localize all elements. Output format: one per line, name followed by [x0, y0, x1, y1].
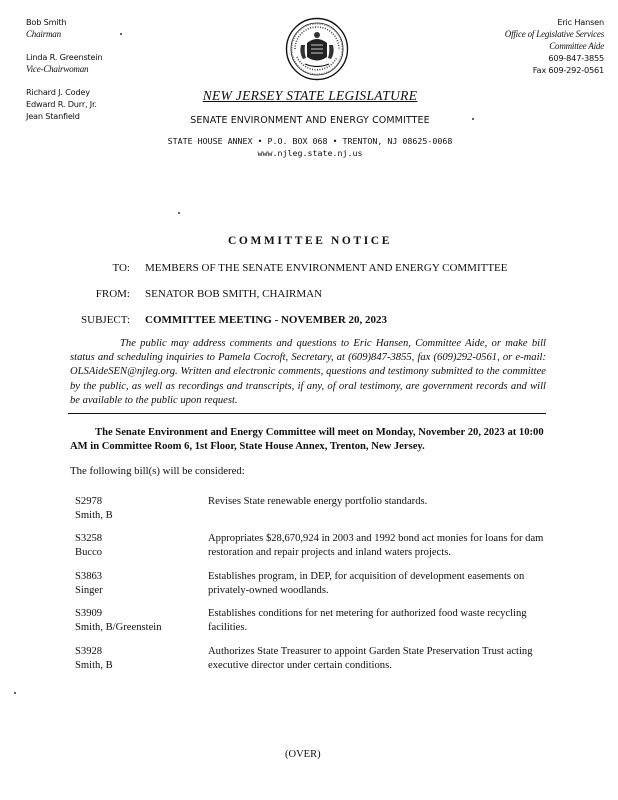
bill-number: S3863	[75, 571, 103, 582]
subject-value: COMMITTEE MEETING - NOVEMBER 20, 2023	[145, 314, 388, 326]
bill-number: S3909	[75, 608, 103, 619]
aide-office: Office of Legislative Services	[504, 29, 604, 39]
committee-aide-info	[505, 16, 604, 76]
member-name: Edward R. Durr, Jr.	[26, 99, 97, 109]
aide-title: Committee Aide	[549, 41, 604, 51]
bill-sponsor: Smith, B	[75, 660, 113, 672]
member-role: Chairman	[26, 29, 61, 39]
subject-label: SUBJECT:	[81, 314, 130, 326]
from-label: FROM:	[95, 288, 130, 300]
bill-description: Establishes conditions for net metering for authorized food waste recycling facilities.	[208, 608, 527, 634]
bill-description: Revises State renewable energy portfolio standards.	[208, 496, 428, 507]
to-value: MEMBERS OF THE SENATE ENVIRONMENT AND ENERGY COMMITTEE	[145, 262, 508, 274]
bill-description: Establishes program, in DEP, for acquisition of development easements on privately-owned woodlands.	[208, 571, 525, 597]
bill-sponsor: Singer	[75, 585, 103, 597]
bill-description: Appropriates $28,670,924 in 2003 and 1992 bond act monies for loans for dam restoration and repair projects and inland waters projects.	[208, 533, 544, 559]
bill-sponsor: Smith, B/Greenstein	[75, 622, 162, 634]
from-value: SENATOR BOB SMITH, CHAIRMAN	[145, 288, 323, 300]
notice-title: COMMITTEE NOTICE	[228, 235, 392, 247]
member-role: Vice-Chairwoman	[26, 64, 89, 74]
address-line: STATE HOUSE ANNEX • P.O. BOX 068 • TRENTON, NJ 08625-0068	[167, 136, 453, 146]
committee-members	[26, 16, 102, 122]
scan-speck	[472, 118, 474, 120]
bills-intro: The following bill(s) will be considered:	[70, 465, 245, 477]
member-name: Jean Stanfield	[26, 111, 80, 121]
scan-speck	[178, 212, 180, 214]
bill-sponsor: Smith, B	[75, 510, 113, 522]
bill-number: S3258	[75, 533, 103, 544]
meeting-announcement: The Senate Environment and Energy Committee will meet on Monday, November 20, 2023 at 10:00 AM in Committee Room 6, 1st Floor, State House Annex, Trenton, New Jersey.	[70, 427, 544, 453]
committee-name: SENATE ENVIRONMENT AND ENERGY COMMITTEE	[190, 115, 430, 126]
divider-rule	[68, 413, 546, 414]
bill-sponsor: Bucco	[75, 547, 103, 559]
legislature-title: NEW JERSEY STATE LEGISLATURE	[202, 88, 418, 103]
bill-number: S3928	[75, 646, 103, 657]
to-label: TO:	[112, 262, 130, 274]
scan-speck	[120, 33, 122, 35]
public-comment-note: The public may address comments and questions to Eric Hansen, Committee Aide, or make bill status and scheduling inquiries to Pamela Cocroft, Secretary, at (609)847-3855, fax (609)292-0561, or e-mail: OLSAideSEN@njleg.org. Written and electronic comments, questions and testimony submitted to the committee by the public, as well as recordings and transcripts, if any, of oral testimony, are government records and will be available to the public upon request.	[70, 338, 546, 406]
over-indicator: (OVER)	[285, 749, 321, 760]
state-seal-icon	[285, 17, 349, 81]
member-name: Linda R. Greenstein	[26, 52, 103, 62]
committee-address	[150, 135, 470, 159]
member-name: Bob Smith	[26, 17, 67, 27]
website-link[interactable]: www.njleg.state.nj.us	[257, 148, 363, 158]
bill-number: S2978	[75, 496, 103, 507]
scan-speck	[14, 692, 16, 694]
aide-fax: Fax 609-292-0561	[532, 65, 604, 75]
aide-phone: 609-847-3855	[548, 53, 604, 63]
member-name: Richard J. Codey	[26, 87, 90, 97]
bill-description: Authorizes State Treasurer to appoint Garden State Preservation Trust acting executive director under certain conditions.	[208, 646, 533, 672]
aide-name: Eric Hansen	[557, 17, 604, 27]
